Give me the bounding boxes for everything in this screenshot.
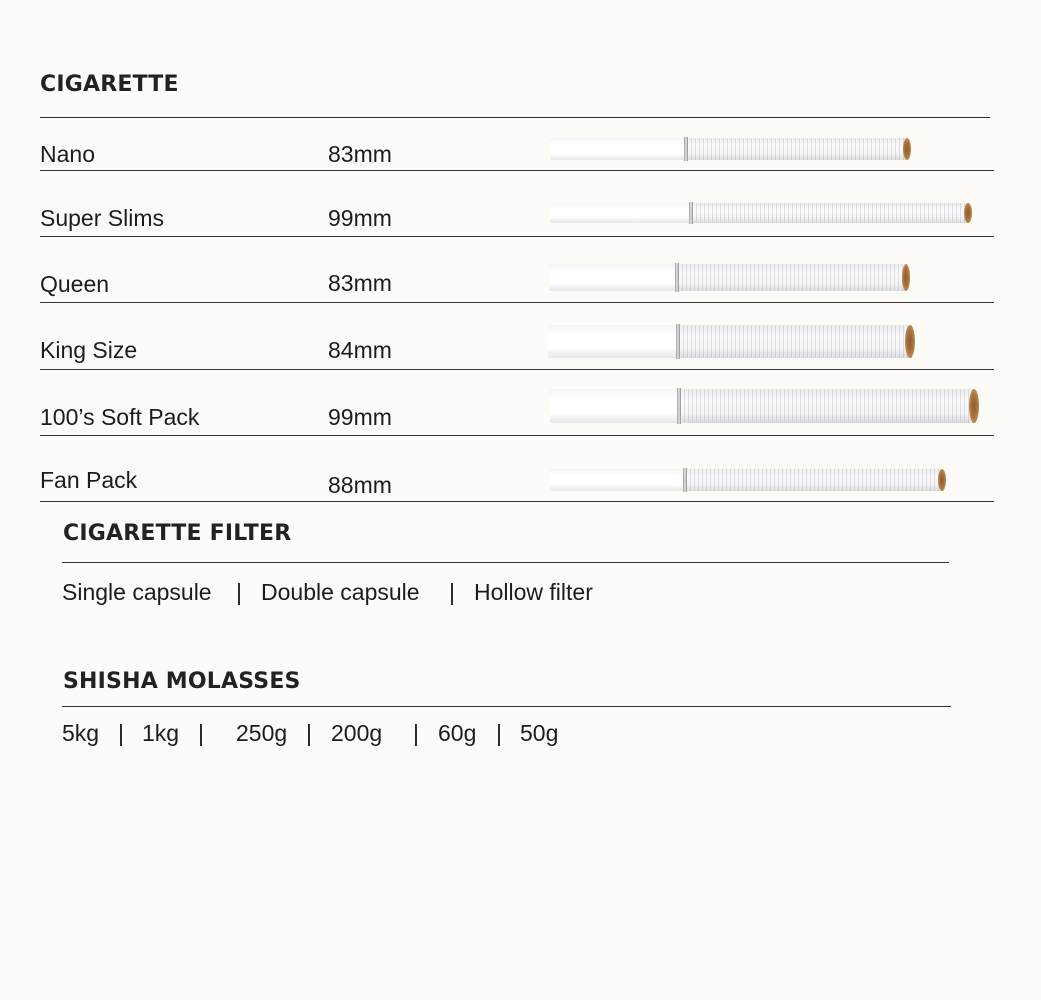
cigarette-name-king-size: King Size: [40, 337, 138, 363]
cigarette-length-100s-soft-pack: 99mm: [328, 404, 392, 430]
cigarette-image-nano: [550, 138, 908, 160]
cigarette-image-100s-soft-pack: [550, 389, 976, 423]
cigarette-length-fan-pack: 88mm: [328, 472, 392, 498]
shisha-heading: SHISHA MOLASSES: [63, 669, 301, 694]
cigarette-image-fan-pack: [550, 469, 943, 491]
list-separator: |: [306, 720, 312, 746]
cigarette-name-fan-pack: Fan Pack: [40, 467, 138, 493]
cigarette-heading: CIGARETTE: [40, 72, 179, 97]
shisha-item-5kg: 5kg: [62, 720, 100, 746]
cigarette-image-queen: [549, 264, 907, 291]
shisha-item-200g: 200g: [331, 720, 383, 746]
shisha-heading-rule: [62, 706, 951, 707]
shisha-item-250g: 250g: [236, 720, 288, 746]
filter-item-single-capsule: Single capsule: [62, 579, 212, 605]
cigarette-image-king-size: [548, 325, 912, 358]
cigarette-length-queen: 83mm: [328, 270, 392, 296]
list-separator: |: [198, 720, 204, 746]
cigarette-name-nano: Nano: [40, 141, 95, 167]
row-divider: [40, 170, 994, 171]
row-divider: [40, 501, 994, 502]
cigarette-image-super-slims: [550, 203, 969, 223]
list-separator: |: [449, 579, 455, 605]
shisha-item-60g: 60g: [438, 720, 477, 746]
list-separator: |: [236, 579, 242, 605]
row-divider: [40, 302, 994, 303]
cigarette-heading-rule: [40, 117, 990, 118]
cigarette-length-super-slims: 99mm: [328, 205, 392, 231]
row-divider: [40, 369, 994, 370]
filter-list: [0, 579, 1041, 609]
row-divider: [40, 236, 994, 237]
shisha-item-50g: 50g: [520, 720, 559, 746]
filter-heading: CIGARETTE FILTER: [63, 521, 292, 546]
cigarette-name-super-slims: Super Slims: [40, 205, 164, 231]
shisha-list: [0, 720, 1041, 750]
cigarette-length-king-size: 84mm: [328, 337, 392, 363]
shisha-item-1kg: 1kg: [142, 720, 180, 746]
filter-item-hollow-filter: Hollow filter: [474, 579, 593, 605]
cigarette-name-100s-soft-pack: 100’s Soft Pack: [40, 404, 200, 430]
cigarette-length-nano: 83mm: [328, 141, 392, 167]
cigarette-name-queen: Queen: [40, 271, 110, 297]
list-separator: |: [413, 720, 419, 746]
list-separator: |: [496, 720, 502, 746]
filter-item-double-capsule: Double capsule: [261, 579, 420, 605]
filter-heading-rule: [62, 562, 949, 563]
list-separator: |: [118, 720, 124, 746]
row-divider: [40, 435, 994, 436]
